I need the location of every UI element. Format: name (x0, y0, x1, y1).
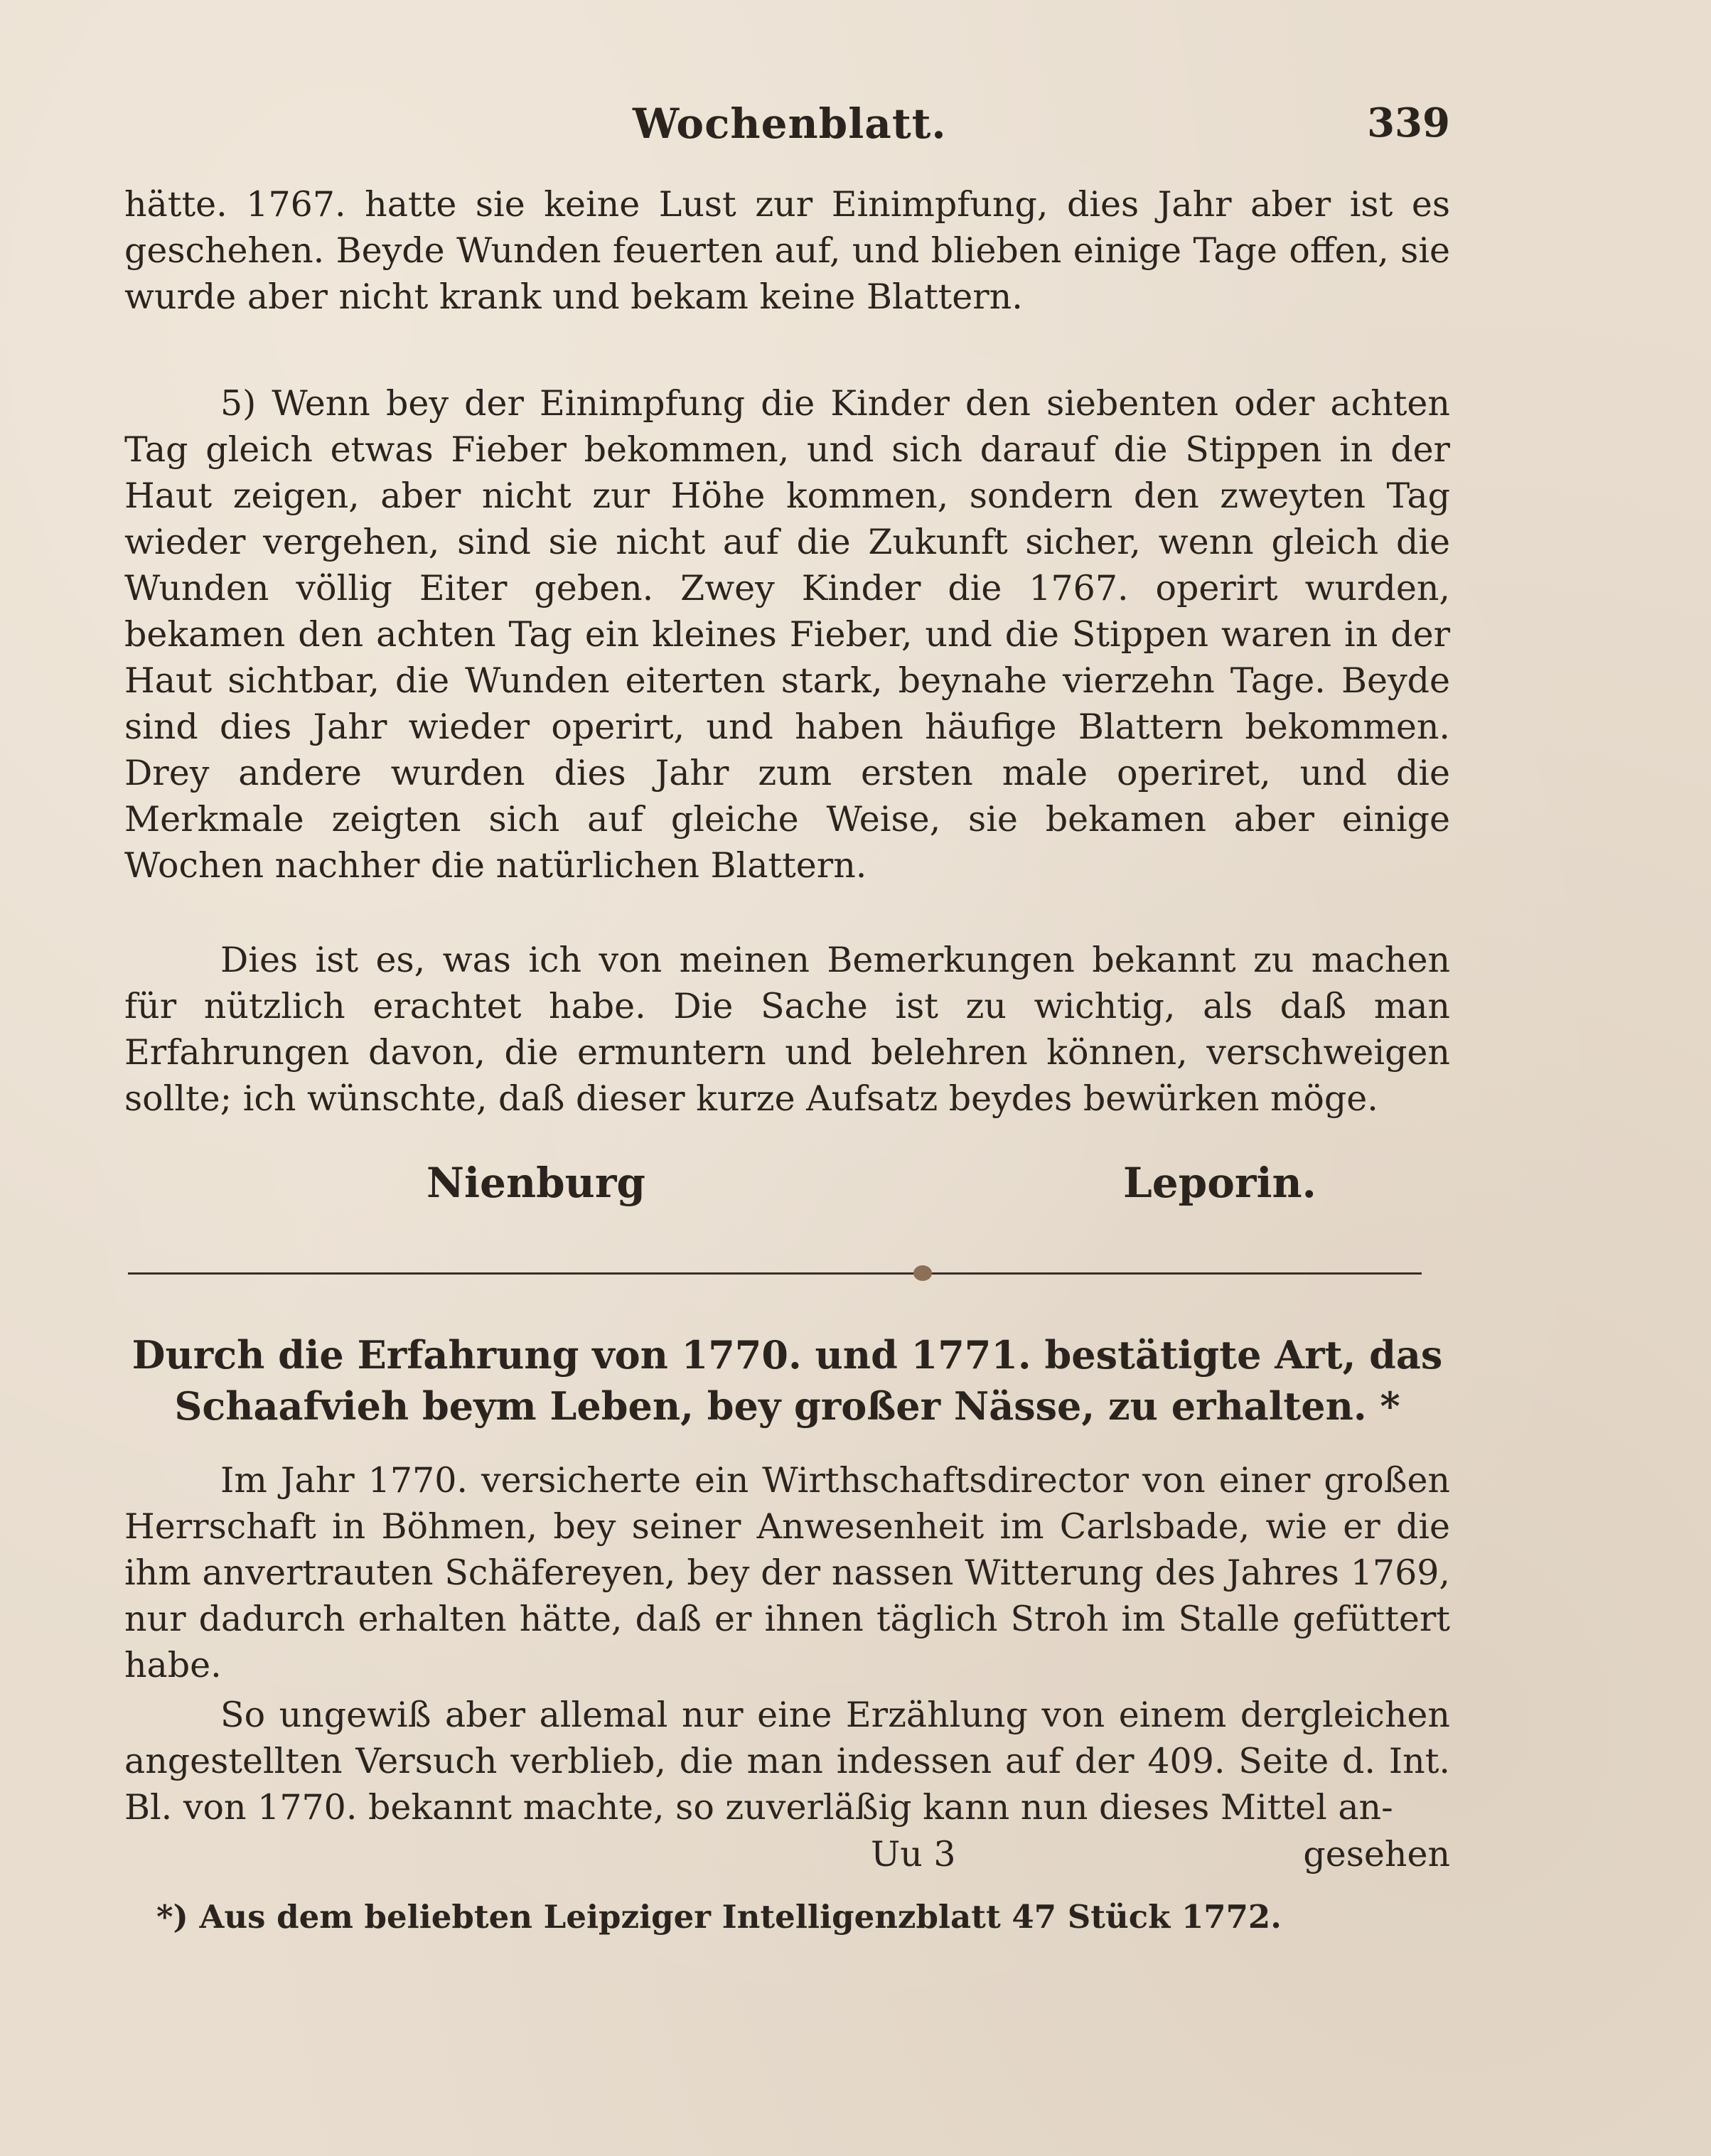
paragraph-4 (124, 1457, 1450, 1688)
catchline (124, 1834, 1450, 1884)
paragraph-5 (124, 1692, 1450, 1830)
paragraph-1-text: hätte. 1767. hatte sie keine Lust zur Einimpfung, dies Jahr aber ist es geschehen. Beyde Wunden feuerten auf, und blieben einige Tage offen, sie wurde aber nicht krank und bekam keine Blattern. (124, 184, 1450, 317)
paragraph-3 (124, 937, 1450, 1122)
catchword: gesehen (1303, 1834, 1450, 1875)
section-divider (128, 1272, 1422, 1275)
paragraph-1 (124, 181, 1450, 320)
running-title: Wochenblatt. (633, 100, 947, 148)
paragraph-3-text: Dies ist es, was ich von meinen Bemerkungen bekannt zu machen für nützlich erachtet habe. Die Sache ist zu wichtig, als daß man Erfahrungen davon, die ermuntern und belehren können, verschweigen sollte; ich wünschte, daß dieser kurze Aufsatz beydes bewürken möge. (124, 940, 1450, 1119)
signature-mark: Uu 3 (871, 1834, 956, 1875)
paragraph-4-text: Im Jahr 1770. versicherte ein Wirthschaftsdirector von einer großen Herrschaft in Böhmen, bey seiner Anwesenheit im Carlsbade, wie er die ihm anvertrauten Schäfereyen, bey der nassen Witterung des Jahres 1769, nur dadurch erhalten hätte, daß er ihnen täglich Stroh im Stalle gefüttert habe. (124, 1460, 1450, 1685)
paragraph-2 (124, 380, 1450, 889)
footnote: *) Aus dem beliebten Leipziger Intelligenzblatt 47 Stück 1772. (156, 1898, 1282, 1936)
paragraph-2-text: 5) Wenn bey der Einimpfung die Kinder den siebenten oder achten Tag gleich etwas Fieber bekommen, und sich darauf die Stippen in der Haut zeigen, aber nicht zur Höhe kommen, sondern den zweyten Tag wieder vergehen, sind sie nicht auf die Zukunft sicher, wenn gleich die Wunden völlig Eiter geben. Zwey Kinder die 1767. operirt wurden, bekamen den achten Tag ein kleines Fieber, und die Stippen waren in der Haut sichtbar, die Wunden eiterten stark, beynahe vierzehn Tage. Beyde sind dies Jahr wieder operirt, und haben häufige Blattern bekommen. Drey andere wurden dies Jahr zum ersten male operiret, und die Merkmale zeigten sich auf gleiche Weise, sie bekamen aber einige Wochen nachher die natürlichen Blattern. (124, 383, 1450, 886)
signature-name: Leporin. (1123, 1159, 1316, 1207)
running-head (124, 100, 1450, 156)
signature-place: Nienburg (427, 1159, 645, 1207)
section-heading: Durch die Erfahrung von 1770. und 1771. bestätigte Art, das Schaafvieh beym Leben, bey großer Nässe, zu erhalten. * (132, 1332, 1443, 1429)
page-number: 339 (1367, 100, 1450, 146)
paragraph-5-text: So ungewiß aber allemal nur eine Erzählung von einem dergleichen angestellten Versuch verblieb, die man indessen auf der 409. Seite d. Int. Bl. von 1770. bekannt machte, so zuverläßig kann nun dieses Mittel an- (124, 1695, 1450, 1828)
ink-spot (913, 1265, 932, 1281)
